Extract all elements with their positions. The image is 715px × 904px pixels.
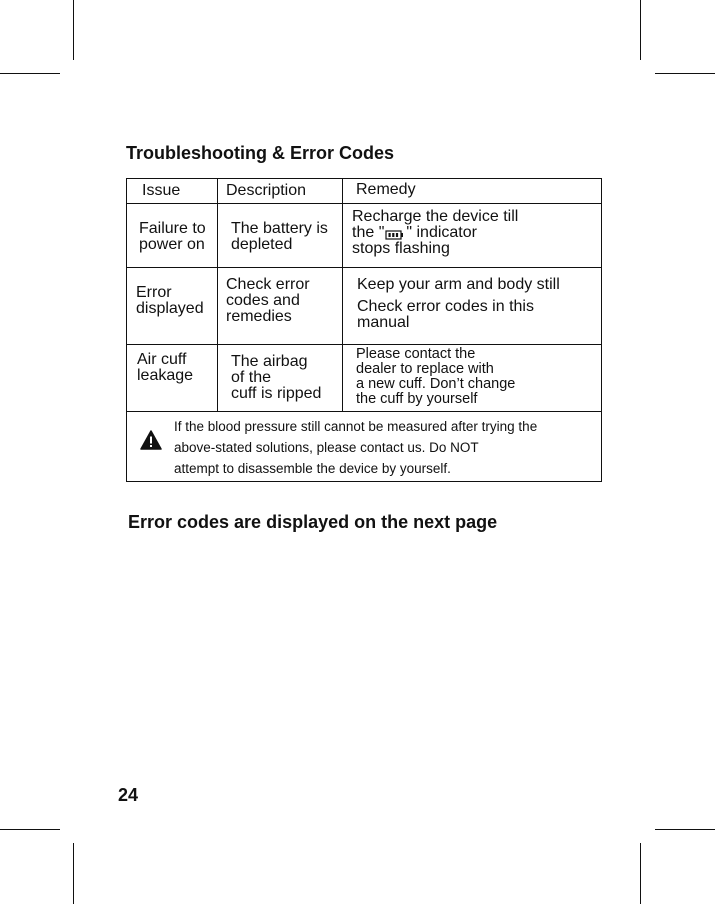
- header-issue: Issue: [142, 182, 181, 199]
- row3-remedy: Please contact the dealer to replace with a new cuff. Don’t change the cuff by yourself: [356, 346, 516, 407]
- table-border: [601, 178, 602, 482]
- crop-mark: [640, 0, 641, 60]
- row-divider: [126, 344, 602, 345]
- battery-icon: [385, 228, 405, 238]
- row1-remedy: Recharge the device till the " " indicator stops flashing: [352, 208, 519, 257]
- crop-mark: [655, 829, 715, 830]
- row-divider: [126, 267, 602, 268]
- row2-remedy: Keep your arm and body still Check error codes in this manual: [357, 276, 560, 331]
- row-divider: [126, 203, 602, 204]
- next-page-notice: Error codes are displayed on the next page: [128, 512, 498, 532]
- crop-mark: [655, 73, 715, 74]
- row1-description: The battery is depleted: [231, 220, 328, 253]
- crop-mark: [73, 0, 74, 60]
- row3-issue: Air cuff leakage: [137, 351, 194, 384]
- column-divider: [342, 178, 343, 411]
- crop-mark: [640, 843, 641, 904]
- row3-description: The airbag of the cuff is ripped: [231, 353, 322, 402]
- column-divider: [217, 178, 218, 411]
- row-divider: [126, 411, 602, 412]
- troubleshooting-table: [126, 178, 602, 482]
- table-border: [126, 178, 127, 482]
- table-border: [126, 481, 602, 482]
- warning-icon: [140, 430, 162, 450]
- row2-description: Check error codes and remedies: [226, 276, 310, 325]
- warning-note: If the blood pressure still cannot be measured after trying the above-stated solutions, please contact us. Do NOT attempt to disassemble the device by yourself.: [174, 419, 538, 476]
- crop-mark: [0, 829, 60, 830]
- page-title: Troubleshooting & Error Codes: [126, 143, 395, 163]
- row1-issue: Failure to power on: [139, 220, 206, 253]
- header-remedy: Remedy: [356, 181, 416, 198]
- row2-issue: Error displayed: [136, 284, 204, 317]
- table-border: [126, 178, 602, 179]
- header-description: Description: [226, 182, 307, 199]
- crop-mark: [73, 843, 74, 904]
- page-number: 24: [118, 785, 139, 805]
- crop-mark: [0, 73, 60, 74]
